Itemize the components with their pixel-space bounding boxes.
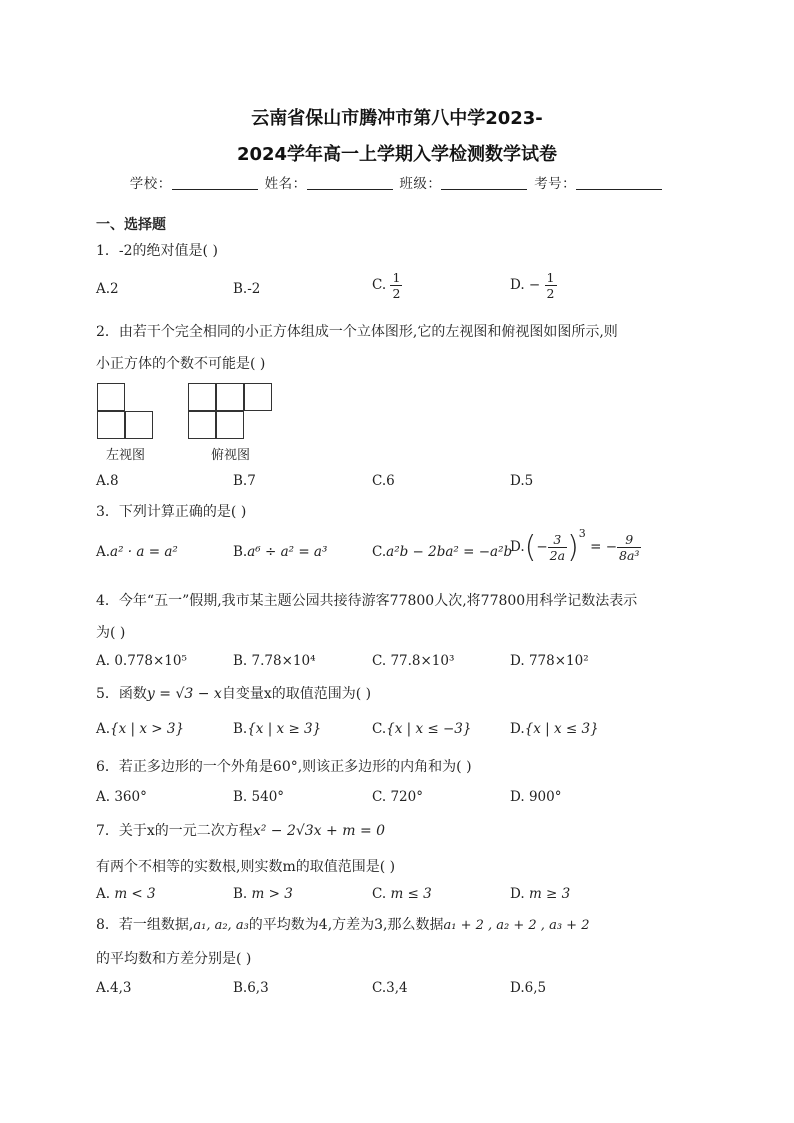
q1-c-numerator: 1 [392, 270, 401, 285]
q7-option-c-value: m ≤ 3 [390, 886, 432, 902]
q1-option-d-label: D. − [510, 277, 541, 293]
q2-option-d[interactable]: D.5 [510, 473, 534, 489]
top-view-cell [216, 411, 244, 439]
school-blank[interactable] [172, 177, 258, 190]
top-view-cell [244, 383, 272, 411]
q4-option-b[interactable] [233, 653, 315, 669]
question-3-stem: 3．下列计算正确的是( ) [96, 504, 247, 520]
q6-option-b-value: 540° [251, 789, 285, 805]
name-label: 姓名： [264, 176, 307, 192]
q6-option-d-value: 900° [528, 789, 562, 805]
q7-option-d-label: D. [510, 886, 525, 902]
q5-option-c-label: C. [372, 721, 387, 737]
top-view-cell [216, 383, 244, 411]
student-info-fields [0, 172, 794, 192]
question-4-stem-line-2: 为( ) [96, 625, 126, 641]
q5-function-expression: y = √3 − x [146, 686, 222, 702]
q1-option-a[interactable]: A.2 [96, 281, 119, 297]
q4-option-c[interactable] [372, 653, 454, 669]
class-blank[interactable] [441, 177, 527, 190]
q4-option-b-label: B. [233, 653, 248, 669]
q1-option-c[interactable] [372, 270, 402, 301]
left-view-cell [97, 383, 125, 411]
q1-option-c-fraction [390, 270, 402, 301]
q7-option-a[interactable] [96, 886, 156, 902]
q3-d-fraction [548, 532, 567, 563]
q2-option-c[interactable]: C.6 [372, 473, 395, 489]
q6-option-c[interactable] [372, 789, 423, 805]
school-label: 学校： [129, 176, 172, 192]
q5-option-b-set: {x | x ≥ 3} [247, 721, 322, 737]
class-label: 班级： [399, 176, 442, 192]
q1-option-d-fraction [545, 270, 557, 301]
q3-d-numerator: 3 [548, 532, 567, 548]
q7-option-a-label: A. [96, 886, 111, 902]
left-view-cell [125, 411, 153, 439]
q1-d-denominator: 2 [546, 286, 555, 301]
q3-option-b-label: B. [233, 544, 248, 560]
q4-option-a-value: 0.778×10⁵ [114, 653, 187, 669]
name-blank[interactable] [307, 177, 393, 190]
question-1-stem: 1．-2的绝对值是( ) [96, 243, 218, 259]
q5-option-a[interactable] [96, 721, 184, 737]
q5-option-a-set: {x | x > 3} [110, 721, 185, 737]
question-5-stem [96, 683, 371, 703]
q7-option-a-value: m < 3 [114, 886, 156, 902]
q3-d-equals: = − [590, 539, 618, 555]
q8-option-b[interactable]: B.6,3 [233, 980, 269, 996]
q6-option-a-value: 360° [114, 789, 147, 805]
q3-option-d-label: D. [510, 539, 525, 555]
q1-option-c-label: C. [372, 277, 387, 293]
q8-stem-middle: 的平均数为4,方差为3,那么数据 [248, 917, 444, 933]
q4-option-c-value: 77.8×10³ [390, 653, 455, 669]
q6-option-a[interactable] [96, 789, 147, 805]
question-4-stem-line-1: 4．今年“五一”假期,我市某主题公园共接待游客77800人次,将77800用科学记数法表示 [96, 593, 638, 609]
top-view-cell [188, 411, 216, 439]
q4-option-d-value: 778×10² [528, 653, 589, 669]
q7-option-d[interactable] [510, 886, 570, 902]
q2-option-a[interactable]: A.8 [96, 473, 119, 489]
section-title: 一、选择题 [96, 217, 166, 233]
q3-option-a-label: A. [96, 544, 111, 560]
q1-d-numerator: 1 [546, 270, 555, 285]
q4-option-a[interactable] [96, 653, 187, 669]
q7-equation: x² − 2√3x + m = 0 [252, 823, 386, 839]
q3-d-result-fraction [617, 532, 641, 563]
q7-option-b-value: m > 3 [251, 886, 293, 902]
question-8-stem-line-1 [96, 914, 589, 934]
q4-option-c-label: C. [372, 653, 387, 669]
question-6-stem: 6．若正多边形的一个外角是60°,则该正多边形的内角和为( ) [96, 759, 472, 775]
q3-d-denominator: 2a [549, 548, 566, 563]
exam-number-label: 考号： [534, 176, 577, 192]
q6-option-a-label: A. [96, 789, 111, 805]
q3-option-b-expression: a⁶ ÷ a² = a³ [247, 544, 328, 560]
exam-title-line-1: 云南省保山市腾冲市第八中学2023- [251, 108, 543, 129]
q4-option-a-label: A. [96, 653, 111, 669]
q1-option-b[interactable]: B.-2 [233, 281, 261, 297]
q3-d-exponent: 3 [578, 527, 586, 540]
q3-d-result-numerator: 9 [617, 532, 641, 548]
q1-option-d[interactable] [510, 270, 557, 301]
left-view-caption: 左视图 [106, 448, 146, 463]
left-view-cell [97, 411, 125, 439]
top-view-caption: 俯视图 [211, 448, 251, 463]
question-2-stem-line-1: 2．由若干个完全相同的小正方体组成一个立体图形,它的左视图和俯视图如图所示,则 [96, 324, 618, 340]
q8-transformed-data: a₁ + 2 , a₂ + 2 , a₃ + 2 [443, 918, 590, 933]
top-view-cell [188, 383, 216, 411]
q3-option-c[interactable] [372, 544, 512, 560]
q8-option-d[interactable]: D.6,5 [510, 980, 547, 996]
q5-stem-prefix: 5．函数 [96, 686, 147, 702]
q5-option-c-set: {x | x ≤ −3} [386, 721, 472, 737]
q1-c-denominator: 2 [392, 286, 401, 301]
q6-option-c-label: C. [372, 789, 387, 805]
q6-option-d[interactable] [510, 789, 561, 805]
q5-option-b-label: B. [233, 721, 248, 737]
q3-option-c-expression: a²b − 2ba² = −a²b [386, 544, 513, 560]
q7-option-c[interactable] [372, 886, 432, 902]
question-2-stem-line-2: 小正方体的个数不可能是( ) [96, 356, 266, 372]
q6-option-b[interactable] [233, 789, 284, 805]
q6-option-c-value: 720° [390, 789, 423, 805]
q7-option-b-label: B. [233, 886, 248, 902]
q7-option-d-value: m ≥ 3 [528, 886, 571, 902]
q3-option-b[interactable] [233, 544, 327, 560]
question-8-stem-line-2: 的平均数和方差分别是( ) [96, 951, 252, 967]
q4-option-d-label: D. [510, 653, 525, 669]
q5-option-d-label: D. [510, 721, 525, 737]
q5-option-c[interactable] [372, 721, 471, 737]
q3-option-d[interactable]: D.(− $\frac{3}{2a}$ )$^3$ = − $\frac{9}{\text{8a³}}$ [510, 527, 640, 565]
q6-option-d-label: D. [510, 789, 525, 805]
q5-stem-suffix: 自变量x的取值范围为( ) [221, 686, 372, 702]
q3-option-a[interactable] [96, 544, 178, 560]
q8-data-set: a₁, a₂, a₃ [193, 918, 249, 933]
q8-option-c[interactable]: C.3,4 [372, 980, 408, 996]
q7-stem-prefix: 7．关于x的一元二次方程 [96, 823, 253, 839]
q5-option-d[interactable] [510, 721, 599, 737]
q3-d-result-denominator: 8a³ [619, 548, 640, 563]
q7-option-b[interactable] [233, 886, 293, 902]
q3-option-c-label: C. [372, 544, 387, 560]
q2-option-b[interactable]: B.7 [233, 473, 256, 489]
exam-title-line-2: 2024学年高一上学期入学检测数学试卷 [236, 144, 558, 165]
q5-option-d-set: {x | x ≤ 3} [524, 721, 599, 737]
exam-number-blank[interactable] [576, 177, 662, 190]
q5-option-b[interactable] [233, 721, 321, 737]
q3-option-a-expression: a² · a = a² [110, 544, 178, 560]
q8-stem-prefix: 8．若一组数据, [96, 917, 194, 933]
q8-option-a[interactable]: A.4,3 [96, 980, 132, 996]
q4-option-b-value: 7.78×10⁴ [251, 653, 316, 669]
q6-option-b-label: B. [233, 789, 248, 805]
q7-option-c-label: C. [372, 886, 387, 902]
q5-option-a-label: A. [96, 721, 111, 737]
question-7-stem-line-2: 有两个不相等的实数根,则实数m的取值范围是( ) [96, 859, 396, 875]
question-7-stem-line-1 [96, 820, 385, 840]
q4-option-d[interactable] [510, 653, 589, 669]
